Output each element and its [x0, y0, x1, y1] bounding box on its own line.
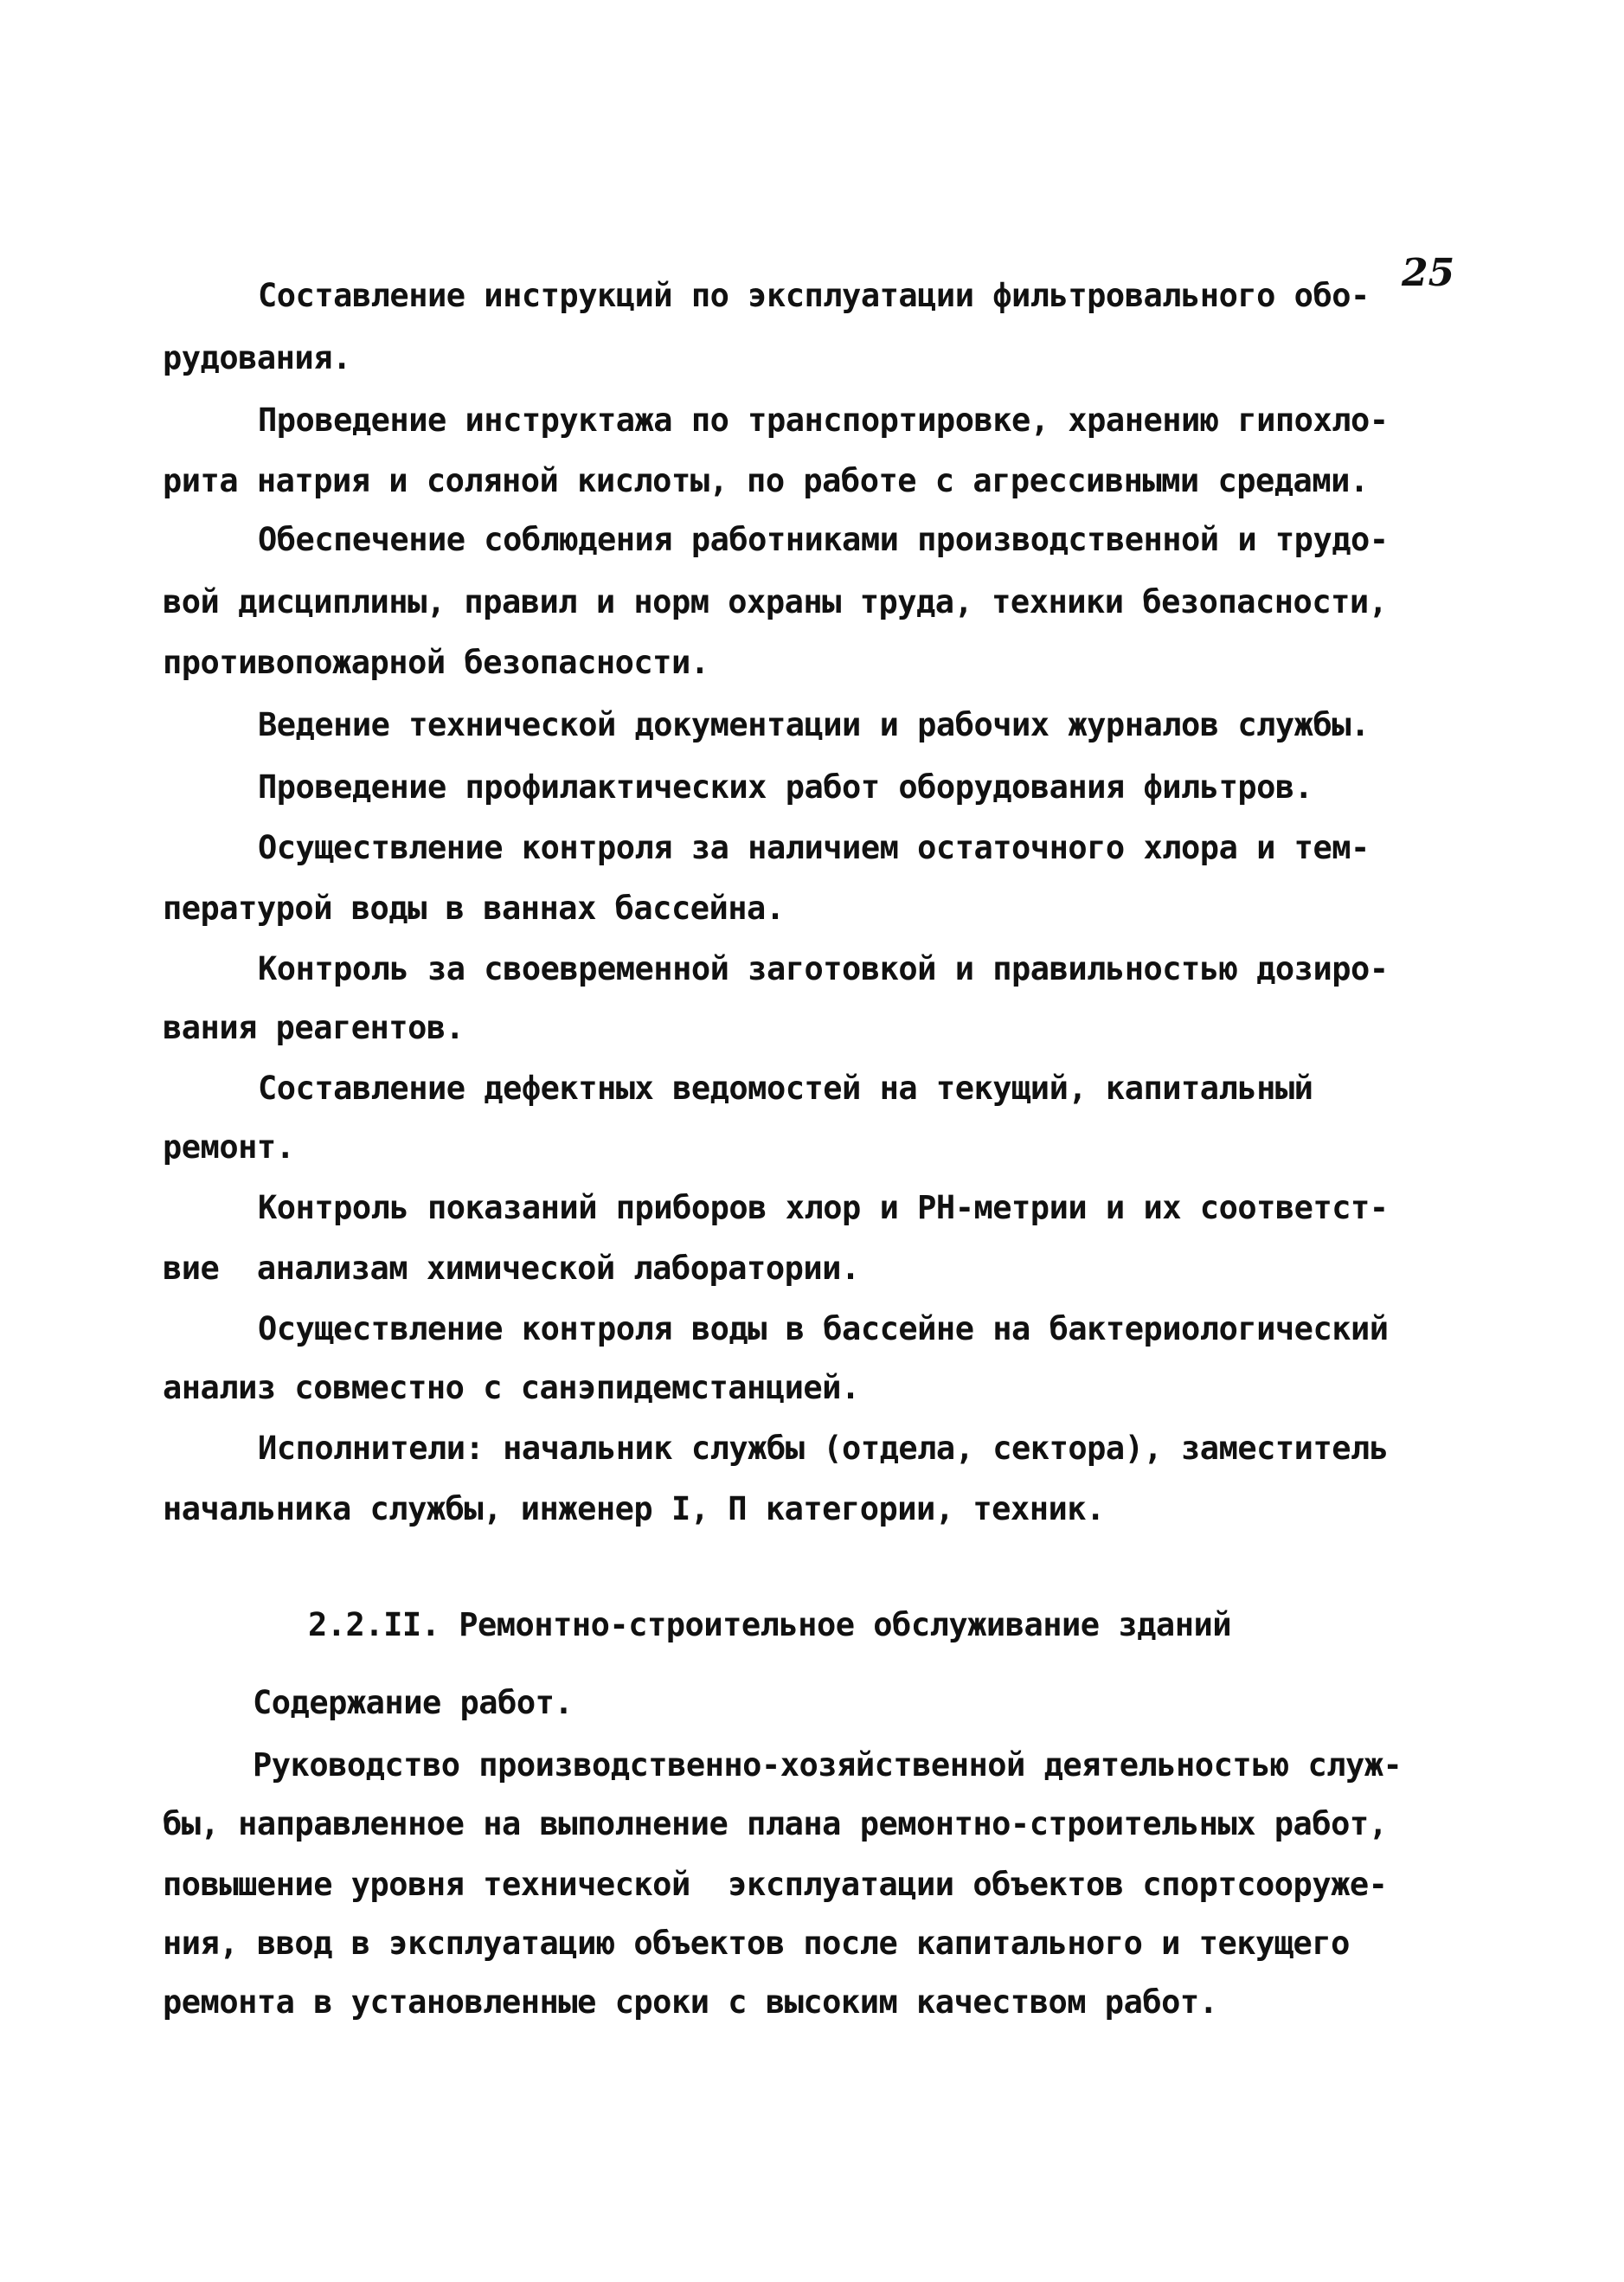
text-line: Проведение профилактических работ оборудования фильтров. — [258, 768, 1313, 806]
text-line: анализ совместно с санэпидемстанцией. — [163, 1369, 860, 1406]
text-line: начальника службы, инженер I, П категории, техник. — [163, 1490, 1105, 1527]
text-line: рудования. — [163, 339, 351, 376]
text-line: Исполнители: начальник службы (отдела, сектора), заместитель — [258, 1430, 1389, 1467]
text-line: ремонта в установленные сроки с высоким качеством работ. — [163, 1983, 1218, 2021]
text-line: Контроль показаний приборов хлор и РН-метрии и их соответст- — [258, 1189, 1389, 1226]
text-line: ния, ввод в эксплуатацию объектов после капитального и текущего — [163, 1925, 1350, 1962]
text-line: Составление дефектных ведомостей на текущий, капитальный — [258, 1070, 1313, 1107]
text-line: пературой воды в ваннах бассейна. — [163, 890, 785, 927]
text-line: Осуществление контроля за наличием остаточного хлора и тем- — [258, 829, 1370, 866]
page-number: 25 — [1402, 251, 1455, 295]
text-line: вие анализам химической лаборатории. — [163, 1250, 860, 1287]
text-line: Составление инструкций по эксплуатации фильтровального обо- — [258, 277, 1370, 314]
section-heading: 2.2.II. Ремонтно-строительное обслуживание зданий — [308, 1606, 1232, 1643]
text-line: бы, направленное на выполнение плана ремонтно-строительных работ, — [163, 1805, 1388, 1842]
text-line: Обеспечение соблюдения работниками производственной и трудо- — [258, 521, 1389, 558]
text-line: Руководство производственно-хозяйственной деятельностью служ- — [253, 1746, 1403, 1784]
text-line: противопожарной безопасности. — [163, 644, 709, 681]
text-line: Осуществление контроля воды в бассейне на бактериологический — [258, 1310, 1389, 1347]
text-line: повышение уровня технической эксплуатации объектов спортсооруже- — [163, 1866, 1388, 1903]
text-line: вания реагентов. — [163, 1009, 465, 1046]
text-line: Проведение инструктажа по транспортировке, хранению гипохло- — [258, 402, 1389, 439]
text-line: рита натрия и соляной кислоты, по работе с агрессивными средами. — [163, 462, 1369, 499]
text-line: ремонт. — [163, 1128, 295, 1166]
text-line: вой дисциплины, правил и норм охраны труда, техники безопасности, — [163, 583, 1388, 620]
text-line: Ведение технической документации и рабочих журналов службы. — [258, 706, 1370, 743]
text-line: Контроль за своевременной заготовкой и правильностью дозиро- — [258, 950, 1389, 987]
text-line: Содержание работ. — [253, 1684, 574, 1721]
